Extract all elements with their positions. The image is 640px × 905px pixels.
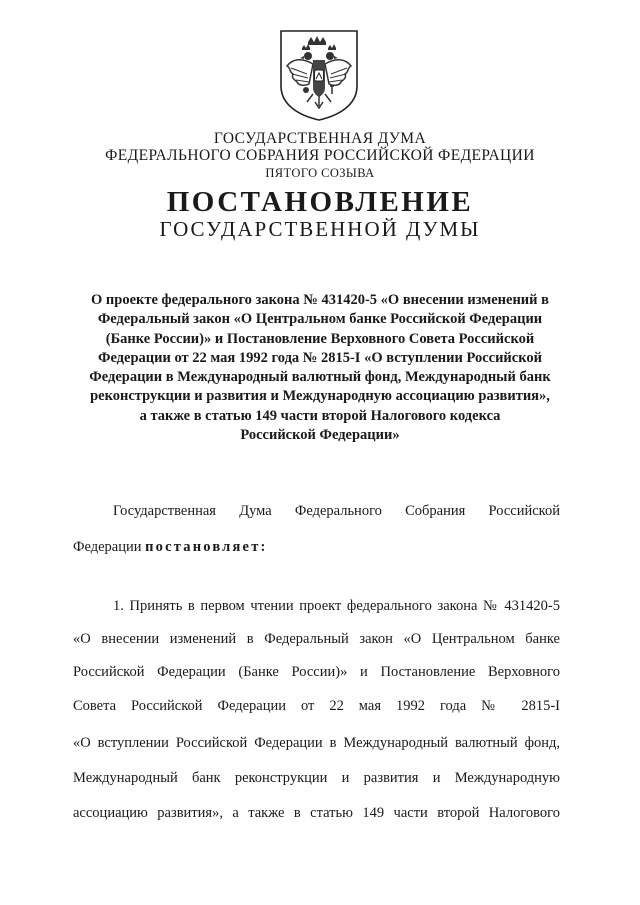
subject-line: Федерации от 22 мая 1992 года № 2815-I «О вступлении Российской	[97, 349, 542, 366]
document-issuer-subtitle: ГОСУДАРСТВЕННОЙ ДУМЫ	[159, 217, 481, 241]
coat-of-arms-icon	[277, 28, 361, 122]
item-line: «О внесении изменений в Федеральный закон «О Центральном банке	[73, 631, 560, 647]
subject-line: (Банке России)» и Постановление Верховного Совета Российской	[105, 330, 535, 347]
item-line: Международный банк реконструкции и развития и Международную	[73, 770, 560, 786]
item-line: ассоциацию развития», а также в статью 149 части второй Налогового	[73, 805, 560, 821]
convocation: ПЯТОГО СОЗЫВА	[265, 166, 375, 180]
item-line: «О вступлении Российской Федерации в Международный валютный фонд,	[73, 735, 560, 751]
preamble-line-2	[73, 538, 560, 557]
org-name-line-1: ГОСУДАРСТВЕННАЯ ДУМА	[213, 130, 427, 147]
item-line: Совета Российской Федерации от 22 мая 1992 года № 2815-I	[73, 698, 560, 714]
subject-line: а также в статью 149 части второй Налогового кодекса	[139, 407, 501, 424]
subject-line: Федерации в Международный валютный фонд, Международный банк	[89, 369, 551, 386]
document-subject	[70, 291, 570, 445]
decision-verb: постановляет:	[145, 539, 268, 555]
org-name-line-2: ФЕДЕРАЛЬНОГО СОБРАНИЯ РОССИЙСКОЙ ФЕДЕРАЦИИ	[105, 147, 535, 164]
document-type-title: ПОСТАНОВЛЕНИЕ	[166, 186, 474, 218]
item-line: Российской Федерации (Банке России)» и Постановление Верховного	[73, 664, 560, 680]
subject-line: Российской Федерации»	[240, 427, 400, 444]
preamble-start: Федерации	[73, 539, 146, 555]
preamble	[73, 502, 560, 521]
preamble-line-1: Государственная Дума Федерального Собрания Российской	[113, 503, 560, 519]
subject-line: реконструкции и развития и Международную ассоциацию развития»,	[90, 388, 550, 405]
subject-line: Федеральный закон «О Центральном банке Российской Федерации	[97, 311, 543, 328]
item-line: 1. Принять в первом чтении проект федерального закона № 431420-5	[113, 598, 560, 614]
subject-line: О проекте федерального закона № 431420-5 «О внесении изменений в	[91, 292, 549, 308]
